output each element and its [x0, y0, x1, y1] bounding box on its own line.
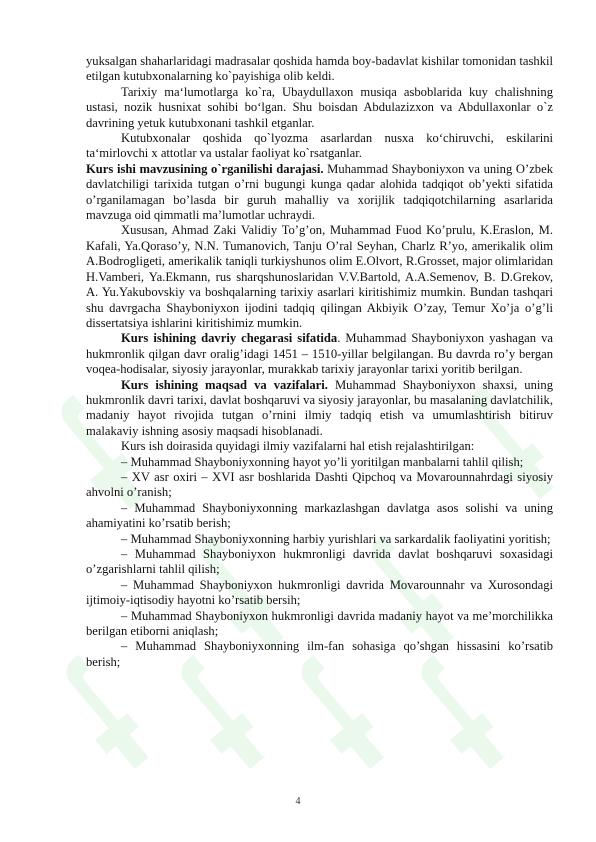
list-item: – Muhammad Shayboniyxonning markazlashgan davlatga asos solishi va uning ahamiyatini ko’rsatib berish; — [86, 500, 553, 531]
paragraph: Xususan, Ahmad Zaki Validiy To’g’on, Muhammad Fuod Ko’prulu, K.Eraslon, M. Kafali, Ya.Qoraso’y, N.N. Tumanovich, Tanju O’ral Seyhan, Charlz R’yo, amerikalik olim A.Bodrogligeti, amerikalik taniqli turkiyshunos olim E.Olvort, R.Grosset, major olimlaridan H.Vamberi, Ya.Ekmann, rus sharqshunoslaridan V.V.Bartold, A.A.Semenov, B. D.Grekov, A. Yu.Yakubovskiy va boshqalarning tarixiy asarlari kiritishimiz mumkin. Bundan tashqari shu davrgacha Shayboniyxon ijodini tadqiq qilingan Akbiyik O’zay, Temur Xo’ja o’g’li dissertatsiya ishlarini kiritishimiz mumkin. — [86, 223, 553, 330]
list-item: – Muhammad Shayboniyxon hukmronligi davrida Movarounnahr va Xurosondagi ijtimoiy-iqtisodiy hayotni ko’rsatib bersih; — [86, 577, 553, 608]
list-item: – XV asr oxiri – XVI asr boshlarida Dashti Qipchoq va Movarounnahrdagi siyosiy ahvolni o’ranish; — [86, 469, 553, 500]
section-heading-goals: Kurs ishining maqsad va vazifalari. — [121, 377, 328, 392]
paragraph: yuksalgan shaharlaridagi madrasalar qoshida hamda boy-badavlat kishilar tomonidan tashkil etilgan kutubxonalarning ko`payishiga olib keldi. — [86, 54, 553, 84]
paragraph: Tarixiy ma‘lumotlarga ko`ra, Ubaydullaxon musiqa asboblarida kuy chalishning ustasi, nozik husnixat sohibi bo‘lgan. Shu boisdan Abdulazizxon va Abdullaxonlar o`z davrining yetuk kutubxonani tashkil etganlar. — [86, 84, 553, 130]
paragraph: Kutubxonalar qoshida qo`lyozma asarlardan nusxa ko‘chiruvchi, eskilarini ta‘mirlovchi x attotlar va ustalar faoliyat ko`rsatganlar. — [86, 131, 553, 161]
list-item: – Muhammad Shayboniyxonning harbiy yurishlari va sarkardalik faoliyatini yoritish; — [121, 531, 551, 546]
list-item: – Muhammad Shayboniyxon hukmronligi davrida davlat boshqaruvi soxasidagi o’zgarishlarni tahlil qilish; — [86, 547, 553, 577]
paragraph-study-level — [86, 162, 553, 224]
paragraph-text: Muhammad Shayboniyxon shaxsi, uning hukmronlik davri tarixi, davlat boshqaruvi va siyosiy jarayonlar, bu masalaning davlatchilik, madaniy hayot rivojida tutgan o’rnini ilmiy tadqiq etish va umumlashtirish bitiruv malakaviy ishning asosiy maqsadi hisoblanadi. — [86, 377, 553, 438]
paragraph-text: Muhammad Shayboniyxon va uning O’zbek davlatchiligi tarixida tutgan o’rni bugungi kunga qadar alohida tadqiqot ob’yekti sifatida o’rganilamagan bo’lasda bir guruh mahalliy va xorijlik tadqiqotchilarning asarlarida mavzuga oid qimmatli ma’lumotlar uchraydi. — [86, 161, 553, 223]
document-body — [86, 54, 553, 670]
list-item: – Muhammad Shayboniyxonning hayot yo’li yoritilgan manbalarni tahlil qilish; — [121, 454, 524, 469]
list-item: – Muhammad Shayboniyxon hukmronligi davrida madaniy hayot va me’morchilikka berilgan etiborni aniqlash; — [86, 608, 553, 639]
watermark-glyph — [46, 655, 158, 777]
list-item: – Muhammad Shayboniyxonning ilm-fan sohasiga qo’shgan hissasini ko’rsatib berish; — [86, 639, 553, 669]
paragraph-goals — [86, 378, 553, 440]
watermark-glyph — [161, 655, 273, 777]
watermark-glyph — [401, 655, 513, 777]
watermark-glyph — [281, 655, 393, 777]
paragraph: Kurs ish doirasida quyidagi ilmiy vazifalarni hal etish rejalashtirilgan: — [121, 439, 475, 454]
paragraph-chronology — [86, 331, 553, 377]
page-number: 4 — [295, 796, 301, 807]
section-heading-study-level: Kurs ishi mavzusining o`rganilishi darajasi. — [86, 161, 324, 176]
section-heading-chronology: Kurs ishining davriy chegarasi sifatida — [121, 331, 338, 346]
paragraph-text: . Muhammad Shayboniyxon yashagan va hukmronlik qilgan davr oralig’idagi 1451 – 1510-yillar belgilangan. Bu davrda ro’y bergan voqea-hodisalar, siyosiy jarayonlar, murakkab tarixiy jarayonlar tarixi yoritib berilgan. — [86, 331, 553, 377]
